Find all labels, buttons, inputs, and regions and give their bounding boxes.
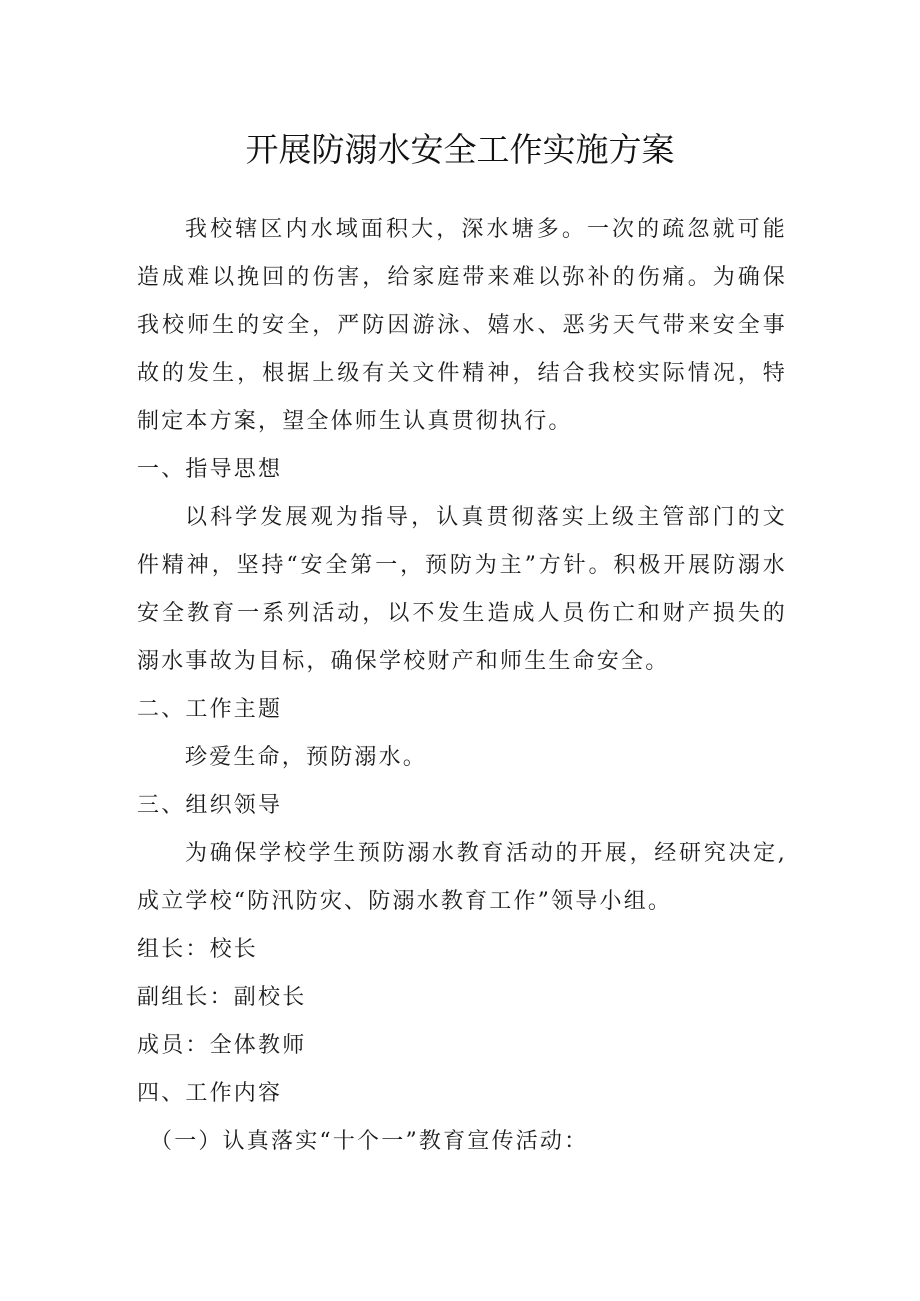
work-theme-text: 珍爱生命，预防溺水。: [185, 745, 428, 770]
section-heading-work-theme: 二、工作主题: [137, 697, 283, 722]
document-title: 开展防溺水安全工作实施方案: [245, 130, 675, 169]
leader-line: 组长：校长: [137, 937, 259, 962]
section-heading-guiding-ideology: 一、指导思想: [137, 457, 283, 482]
intro-paragraph: 我校辖区内水域面积大，深水塘多。一次的疏忽就可能造成难以挽回的伤害，给家庭带来难以弥补的伤痛。为确保我校师生的安全，严防因游泳、嬉水、恶劣天气带来安全事故的发生，根据上级有关文件精神，结合我校实际情况，特制定本方案，望全体师生认真贯彻执行。: [137, 217, 787, 434]
guiding-ideology-paragraph: 以科学发展观为指导，认真贯彻落实上级主管部门的文件精神，坚持“安全第一，预防为主”方针。积极开展防溺水安全教育一系列活动，以不发生造成人员伤亡和财产损失的溺水事故为目标，确保学校财产和师生生命安全。: [137, 505, 787, 674]
section-heading-work-content: 四、工作内容: [137, 1081, 283, 1106]
members-line: 成员：全体教师: [137, 1033, 307, 1058]
section-heading-organization: 三、组织领导: [137, 793, 283, 818]
deputy-leader-line: 副组长：副校长: [137, 985, 307, 1010]
work-content-item-1: （一）认真落实“十个一”教育宣传活动：: [150, 1129, 589, 1154]
organization-paragraph: 为确保学校学生预防溺水教育活动的开展，经研究决定,成立学校“防汛防灾、防溺水教育工作”领导小组。: [137, 841, 787, 914]
